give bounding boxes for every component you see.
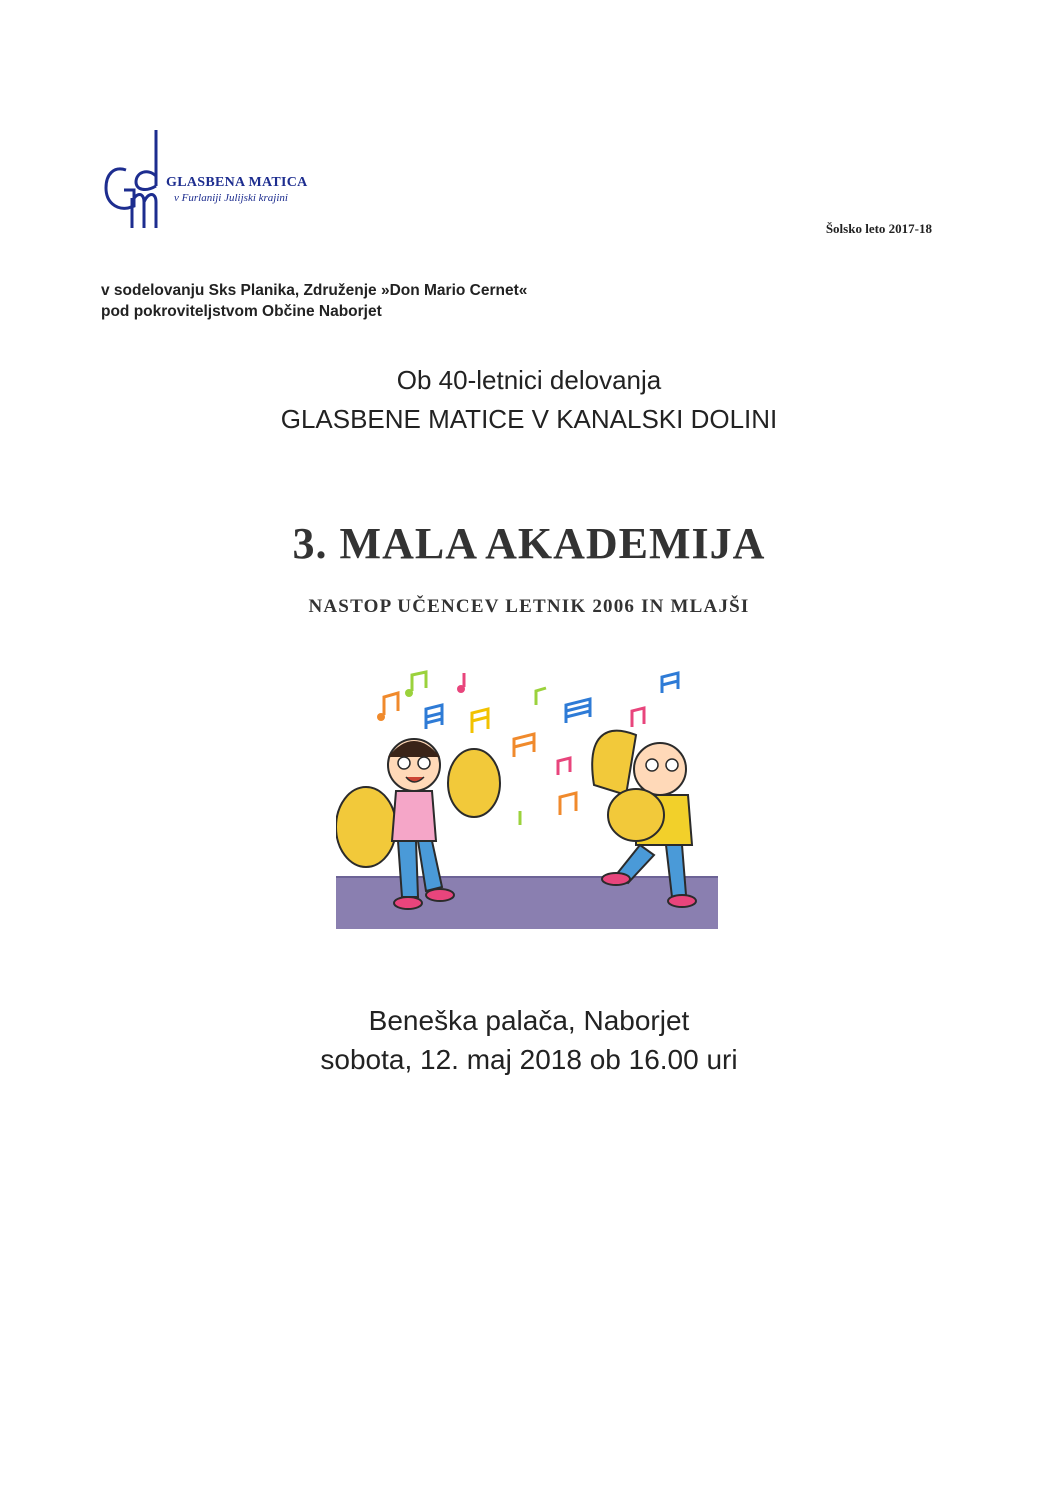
- collaboration-line-1: v sodelovanju Sks Planika, Združenje »Don Mario Cernet«: [101, 282, 528, 299]
- collaboration-line-2: pod pokroviteljstvom Občine Naborjet: [101, 303, 382, 320]
- event-datetime: sobota, 12. maj 2018 ob 16.00 uri: [320, 1044, 738, 1075]
- page-subtitle: NASTOP UČENCEV LETNIK 2006 IN MLAJŠI: [308, 596, 750, 617]
- school-year: Šolsko leto 2017-18: [825, 221, 932, 236]
- organization-logo: [104, 128, 344, 233]
- event-venue: Beneška palača, Naborjet: [368, 1005, 690, 1036]
- collaboration-block: [101, 280, 527, 322]
- gm-monogram-icon: [104, 128, 174, 233]
- anniversary-line-1: Ob 40-letnici delovanja: [396, 365, 662, 395]
- page-title: 3. MALA AKADEMIJA: [292, 519, 766, 568]
- anniversary-line-2: GLASBENE MATICE V KANALSKI DOLINI: [280, 404, 778, 434]
- children-music-illustration: [336, 665, 718, 929]
- logo-subtitle: v Furlaniji Julijski krajini: [174, 192, 288, 204]
- logo-name: GLASBENA MATICA: [166, 175, 308, 190]
